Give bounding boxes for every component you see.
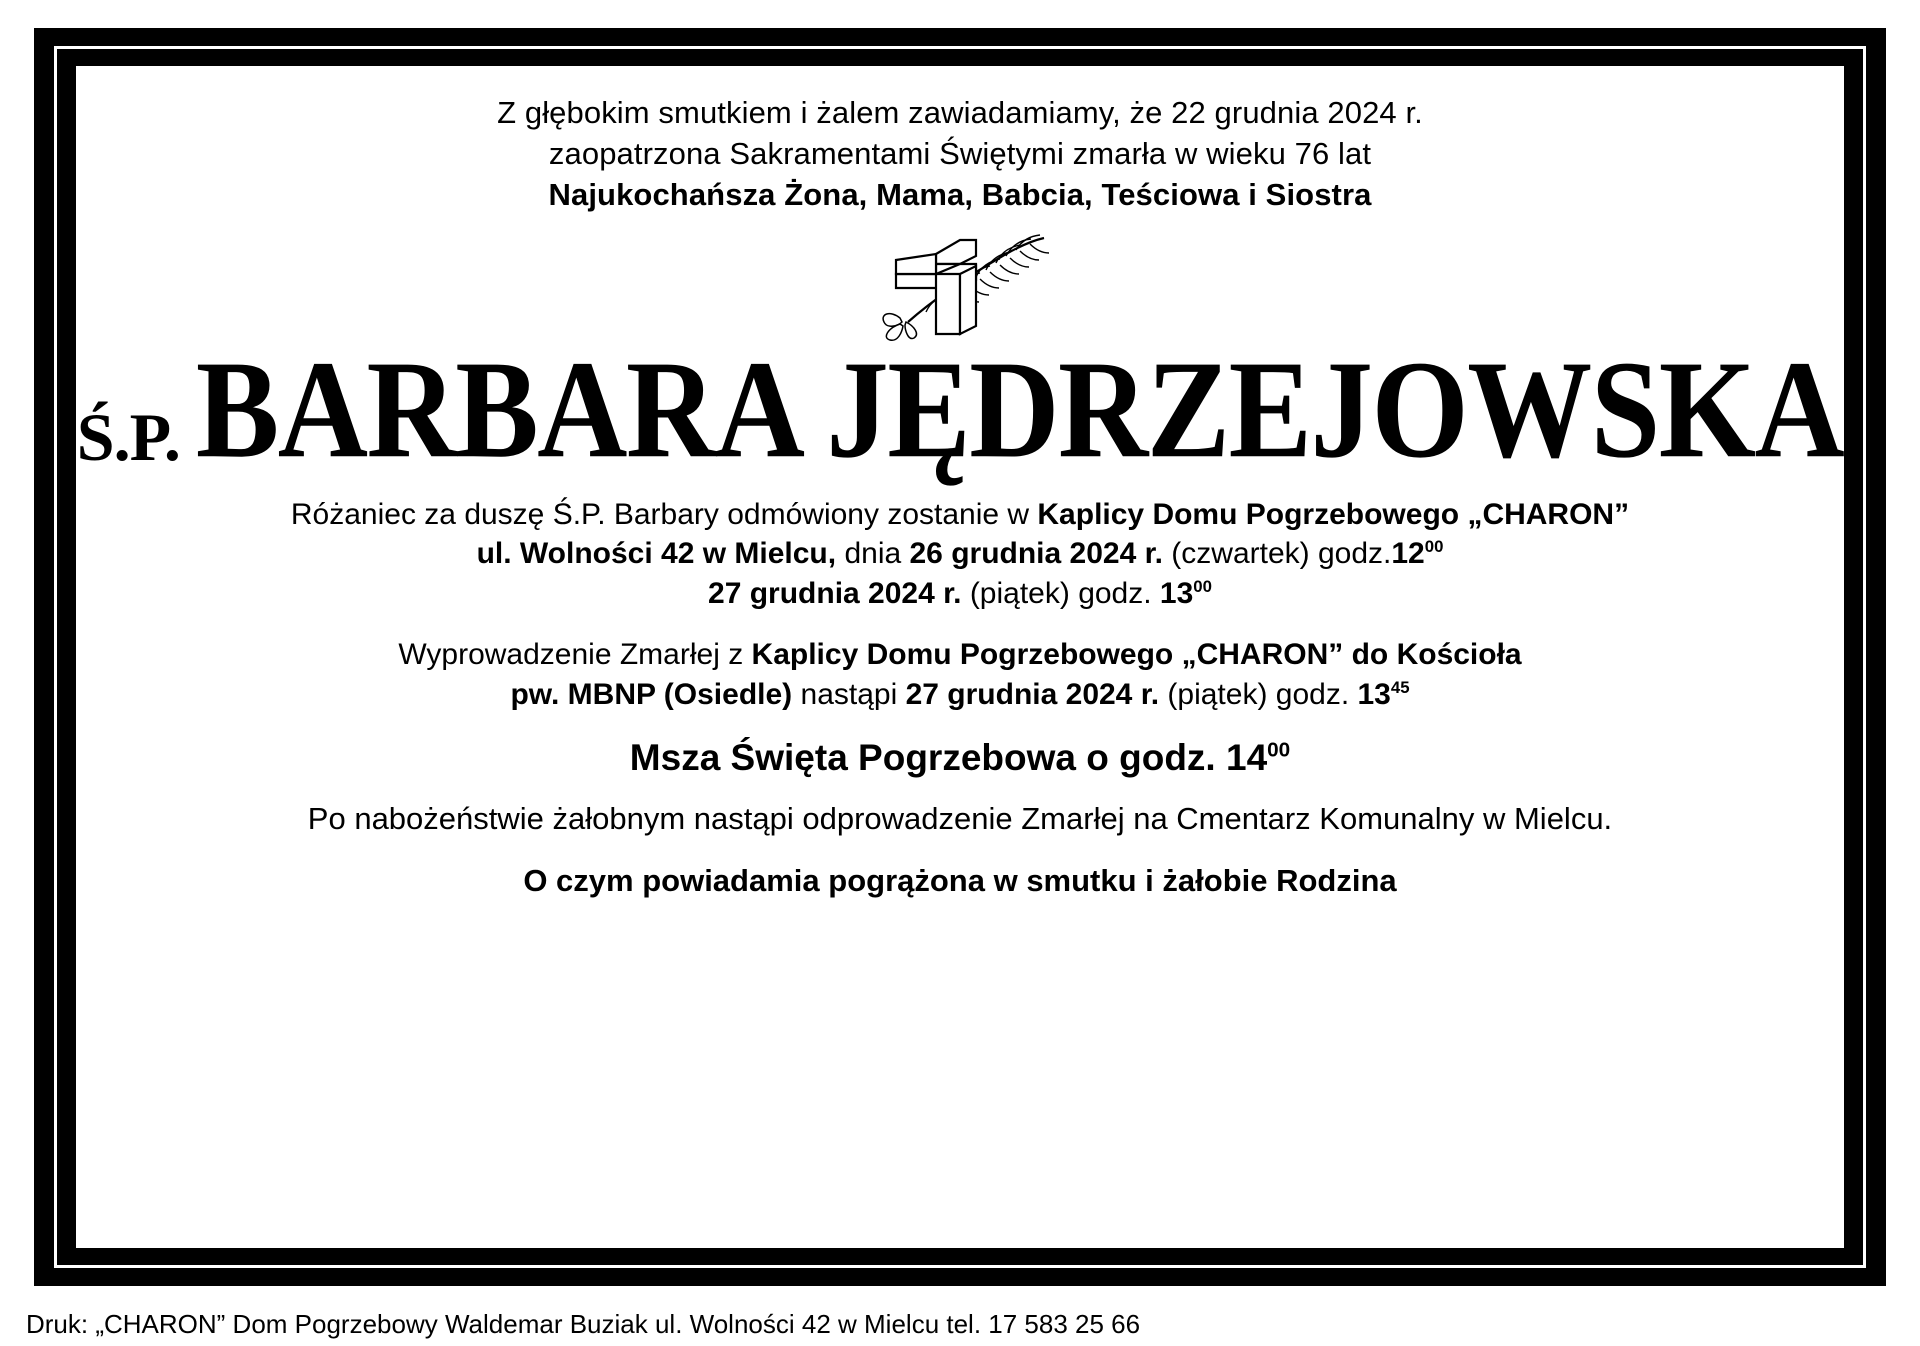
- rosary-line-1-text: Różaniec za duszę Ś.P. Barbary odmówiony zostanie w: [290, 497, 1038, 531]
- notice-paper: [76, 66, 1844, 1248]
- rosary-block: [116, 495, 1804, 614]
- rosary-line-3-text: (piątek) godz.: [961, 576, 1160, 610]
- rosary-hour-1-minutes: 00: [1424, 537, 1444, 557]
- rosary-hour-2-minutes: 00: [1193, 576, 1212, 596]
- mass-line: [116, 737, 1804, 779]
- rosary-line-2-text-a: dnia: [836, 537, 910, 571]
- family-line: O czym powiadamia pogrążona w smutku i żałobie Rodzina: [523, 862, 1397, 898]
- procession-line-1: [116, 635, 1804, 675]
- procession-hour: 13: [1357, 678, 1391, 712]
- procession-line-2-text-a: nastąpi: [792, 678, 906, 712]
- intro-line-3: Najukochańsza Żona, Mama, Babcia, Teściowa i Siostra: [548, 177, 1372, 213]
- procession-date: 27 grudnia 2024 r.: [905, 678, 1160, 712]
- rosary-hour-1: 12: [1391, 537, 1425, 571]
- intro-line-2: zaopatrzona Sakramentami Świętymi zmarła w wieku 76 lat: [548, 136, 1372, 172]
- procession-church: pw. MBNP (Osiedle): [510, 678, 793, 712]
- procession-block: [116, 635, 1804, 714]
- rosary-line-2-text-b: (czwartek) godz.: [1162, 537, 1392, 571]
- intro-block: [116, 92, 1804, 216]
- procession-line-2: [116, 675, 1804, 715]
- after-service-line: Po nabożeństwie żałobnym nastąpi odprowadzenie Zmarłej na Cmentarz Komunalny w Mielcu.: [307, 800, 1613, 836]
- honorific: Ś.P.: [76, 398, 180, 475]
- deceased-name: BARBARA JĘDRZEJOWSKA: [195, 332, 1844, 488]
- intro-line-1: Z głębokim smutkiem i żalem zawiadamiamy, że 22 grudnia 2024 r.: [497, 95, 1423, 130]
- cross-with-palm-icon: [830, 230, 1090, 342]
- rosary-line-2: [116, 534, 1804, 574]
- rosary-date-1: 26 grudnia 2024 r.: [909, 537, 1163, 571]
- deceased-name-line: [76, 332, 1844, 491]
- rosary-address: ul. Wolności 42 w Mielcu,: [476, 537, 837, 571]
- mass-text: Msza Święta Pogrzebowa o godz. 14: [629, 736, 1268, 778]
- rosary-date-2: 27 grudnia 2024 r.: [708, 576, 962, 610]
- rosary-line-1: [116, 495, 1804, 535]
- rosary-chapel-name: Kaplicy Domu Pogrzebowego „CHARON”: [1037, 497, 1630, 531]
- procession-chapel-name: Kaplicy Domu Pogrzebowego „CHARON” do Kościoła: [751, 638, 1522, 672]
- mourning-border: [34, 28, 1886, 1286]
- procession-line-1-text: Wyprowadzenie Zmarłej z: [398, 638, 752, 672]
- printer-footer: Druk: „CHARON” Dom Pogrzebowy Waldemar Buziak ul. Wolności 42 w Mielcu tel. 17 583 25 66: [26, 1309, 1141, 1339]
- mass-minutes: 00: [1267, 738, 1291, 762]
- procession-hour-minutes: 45: [1390, 678, 1410, 698]
- rosary-line-3: [116, 574, 1804, 614]
- rosary-hour-2: 13: [1159, 576, 1194, 610]
- procession-line-2-text-b: (piątek) godz.: [1159, 678, 1358, 712]
